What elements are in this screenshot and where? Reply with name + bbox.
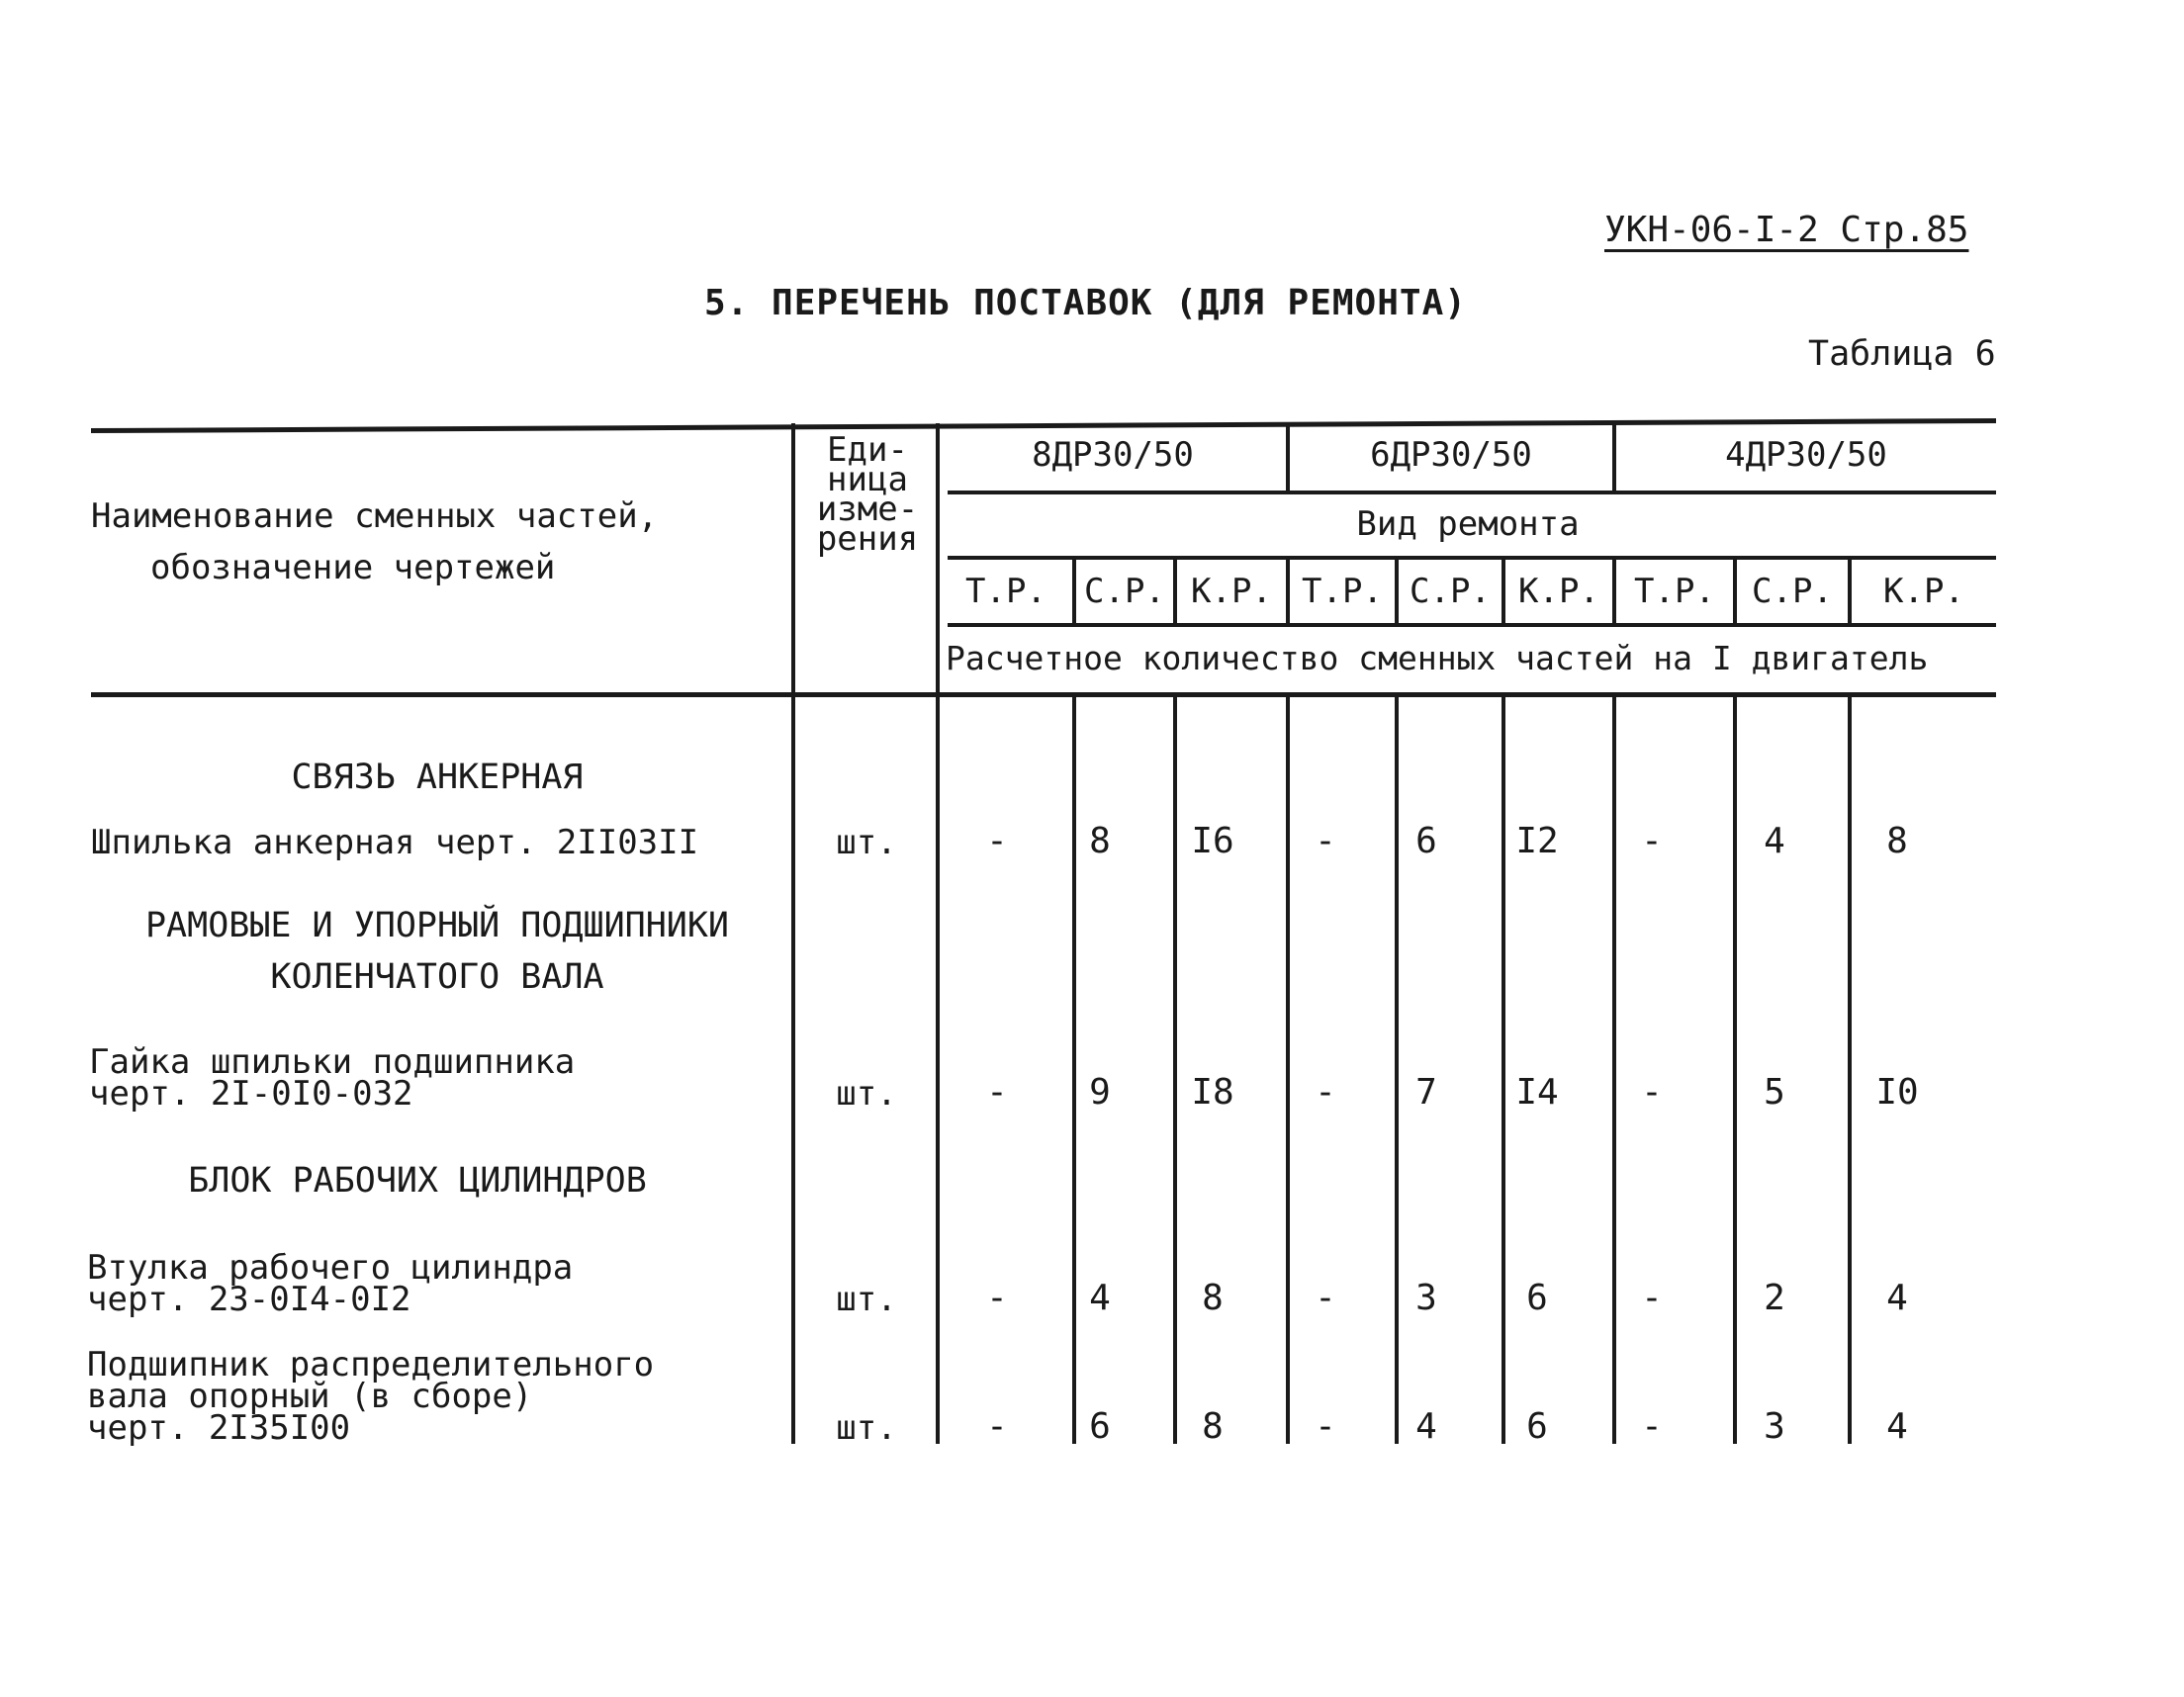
table-header-bottom-rule: [91, 692, 1996, 697]
row-name-line2: вала опорный (в сборе): [87, 1377, 533, 1416]
document-reference: УКН-06-I-2 Стр.85: [1604, 210, 1969, 250]
value-cell: 4: [1886, 1278, 1908, 1318]
value-cell: -: [1315, 1278, 1336, 1318]
subcol-tr-3: Т.Р.: [1634, 572, 1715, 611]
vline-body-6: [1612, 696, 1616, 1444]
row-name: [87, 1248, 574, 1319]
value-cell: I8: [1191, 1072, 1234, 1113]
row-name-line2: черт. 23-0I4-0I2: [87, 1280, 411, 1319]
vline-body-8: [1848, 696, 1852, 1444]
value-cell: I0: [1875, 1072, 1919, 1113]
value-cell: I2: [1515, 821, 1559, 861]
section-cylinder-block: БЛОК РАБОЧИХ ЦИЛИНДРОВ: [188, 1161, 647, 1201]
value-cell: I4: [1515, 1072, 1559, 1113]
row-unit: шт.: [836, 1280, 897, 1319]
subcol-kr-3: К.Р.: [1883, 572, 1964, 611]
section-main-bearings-line2: КОЛЕНЧАТОГО ВАЛА: [270, 957, 604, 997]
section-anchor-tie: СВЯЗЬ АНКЕРНАЯ: [291, 758, 584, 797]
value-cell: -: [986, 1406, 1008, 1447]
unit-header-line3: изме-: [816, 490, 919, 529]
row-name: [91, 823, 699, 862]
value-cell: -: [1641, 821, 1663, 861]
quantity-caption: Расчетное количество сменных частей на I двигатель: [946, 639, 1929, 677]
value-cell: 4: [1089, 1278, 1111, 1318]
subcol-sr-1: С.Р.: [1084, 572, 1165, 611]
vline-body-7: [1733, 696, 1737, 1444]
repair-type-header: Вид ремонта: [1356, 504, 1580, 544]
value-cell: 3: [1415, 1278, 1437, 1318]
section-main-bearings-line1: РАМОВЫЕ И УПОРНЫЙ ПОДШИПНИКИ: [144, 906, 729, 945]
row-unit: шт.: [836, 1074, 897, 1114]
value-cell: 6: [1526, 1278, 1548, 1318]
table-number: Таблица 6: [1808, 334, 1996, 374]
rule-under-subcols: [948, 623, 1996, 627]
section-main-bearings: [91, 900, 783, 1003]
rule-under-repair-type: [948, 556, 1996, 560]
value-cell: -: [1315, 821, 1336, 861]
row-name-line1: Шпилька анкерная черт. 2II03II: [91, 823, 699, 862]
value-cell: -: [1641, 1406, 1663, 1447]
value-cell: 4: [1415, 1406, 1437, 1447]
name-column-header: [91, 491, 658, 593]
value-cell: -: [1641, 1278, 1663, 1318]
name-header-line1: Наименование сменных частей,: [91, 496, 659, 536]
vline-name-unit: [791, 423, 795, 1444]
engine-header-6dr: 6ДР30/50: [1370, 435, 1532, 475]
value-cell: 8: [1886, 821, 1908, 861]
engine-header-4dr: 4ДР30/50: [1725, 435, 1887, 475]
table-top-rule: [91, 418, 1996, 433]
value-cell: -: [1315, 1072, 1336, 1113]
vline-body-4: [1395, 696, 1399, 1444]
unit-header-line1: Еди-: [827, 430, 908, 470]
value-cell: I6: [1191, 821, 1234, 861]
value-cell: 4: [1886, 1406, 1908, 1447]
value-cell: 6: [1089, 1406, 1111, 1447]
vline-body-3: [1286, 696, 1290, 1444]
vline-body-5: [1502, 696, 1505, 1444]
value-cell: -: [1641, 1072, 1663, 1113]
row-name: [87, 1345, 655, 1448]
subcol-tr-2: Т.Р.: [1302, 572, 1383, 611]
unit-column-header: [803, 430, 932, 559]
vline-body-1: [1072, 696, 1076, 1444]
row-name-line1: Подшипник распределительного: [87, 1345, 655, 1384]
unit-header-line4: рения: [816, 519, 919, 559]
value-cell: 8: [1202, 1278, 1224, 1318]
value-cell: 4: [1764, 821, 1785, 861]
row-name: [89, 1042, 576, 1114]
row-name-line3: черт. 2I35I00: [87, 1408, 351, 1448]
row-unit: шт.: [836, 1408, 897, 1448]
value-cell: 2: [1764, 1278, 1785, 1318]
value-cell: 8: [1202, 1406, 1224, 1447]
value-cell: -: [986, 821, 1008, 861]
value-cell: -: [986, 1072, 1008, 1113]
row-name-line1: Втулка рабочего цилиндра: [87, 1248, 574, 1288]
rule-under-engines: [948, 491, 1996, 494]
subcol-kr-2: К.Р.: [1518, 572, 1599, 611]
subcol-kr-1: К.Р.: [1191, 572, 1272, 611]
engine-header-8dr: 8ДР30/50: [1032, 435, 1194, 475]
value-cell: -: [1315, 1406, 1336, 1447]
row-unit: шт.: [836, 823, 897, 862]
value-cell: 8: [1089, 821, 1111, 861]
subcol-sr-2: С.Р.: [1410, 572, 1491, 611]
row-name-line1: Гайка шпильки подшипника: [89, 1042, 576, 1082]
value-cell: 6: [1415, 821, 1437, 861]
subcol-tr-1: Т.Р.: [965, 572, 1046, 611]
value-cell: 7: [1415, 1072, 1437, 1113]
vline-body-2: [1173, 696, 1177, 1444]
subcol-sr-3: С.Р.: [1752, 572, 1833, 611]
value-cell: 3: [1764, 1406, 1785, 1447]
value-cell: 6: [1526, 1406, 1548, 1447]
page-title: 5. ПЕРЕЧЕНЬ ПОСТАВОК (ДЛЯ РЕМОНТА): [704, 283, 1467, 323]
name-header-line2: обозначение чертежей: [150, 548, 556, 587]
row-name-line2: черт. 2I-0I0-032: [89, 1074, 413, 1114]
value-cell: 5: [1764, 1072, 1785, 1113]
value-cell: 9: [1089, 1072, 1111, 1113]
value-cell: -: [986, 1278, 1008, 1318]
unit-header-line2: ница: [827, 460, 908, 499]
